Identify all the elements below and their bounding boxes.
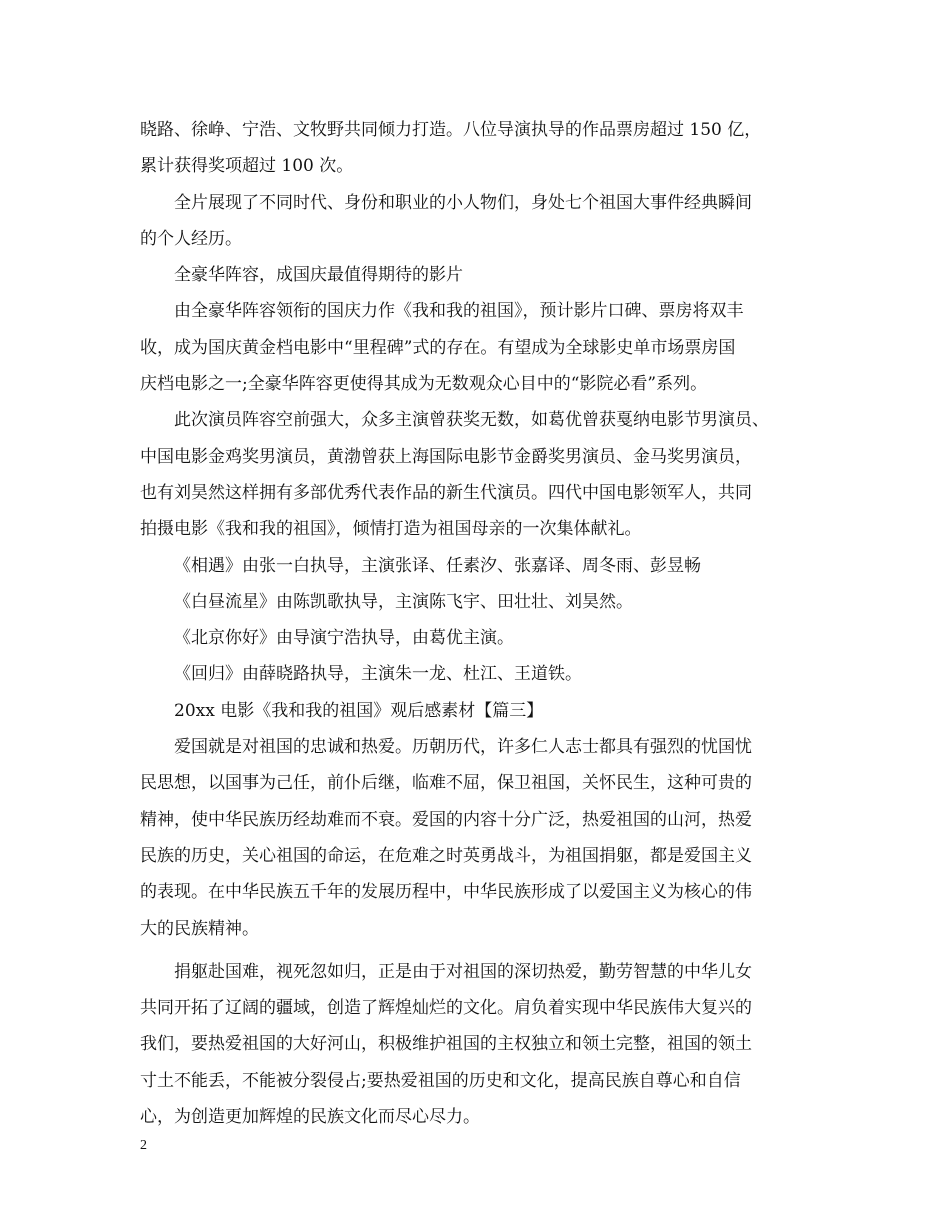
text-line: 收，成为国庆黄金档电影中“里程碑”式的存在。有望成为全球影史单市场票房国 — [140, 337, 736, 358]
section-heading: 20xx 电影《我和我的祖国》观后感素材【篇三】 — [174, 700, 544, 721]
text-line: 共同开拓了辽阔的疆域，创造了辉煌灿烂的文化。肩负着实现中华民族伟大复兴的 — [140, 998, 752, 1019]
text-line: 大的民族精神。 — [140, 918, 259, 939]
paragraph-start-line: 此次演员阵容空前强大，众多主演曾获奖无数，如葛优曾获戛纳电影节男演员、 — [174, 410, 769, 431]
text-line: 心，为创造更加辉煌的民族文化而尽心尽力。 — [140, 1107, 480, 1128]
section-heading: 全豪华阵容，成国庆最值得期待的影片 — [174, 265, 463, 286]
paragraph-start-line: 爱国就是对祖国的忠诚和热爱。历朝历代，许多仁人志士都具有强烈的忧国忧 — [174, 737, 752, 758]
text-line: 中国电影金鸡奖男演员，黄渤曾获上海国际电影节金爵奖男演员、金马奖男演员， — [140, 446, 752, 467]
film-item: 《相遇》由张一白执导，主演张译、任素汐、张嘉译、周冬雨、彭昱畅 — [174, 555, 701, 576]
paragraph-start-line: 捐躯赴国难，视死忽如归，正是由于对祖国的深切热爱，勤劳智慧的中华儿女 — [174, 961, 752, 982]
film-item: 《回归》由薛晓路执导，主演朱一龙、杜江、王道铁。 — [174, 664, 582, 685]
document-body — [140, 112, 816, 1135]
text-line: 的个人经历。 — [140, 228, 242, 249]
page-number: 2 — [140, 1138, 147, 1153]
text-line: 也有刘昊然这样拥有多部优秀代表作品的新生代演员。四代中国电影领军人，共同 — [140, 482, 752, 503]
paragraph-start-line: 由全豪华阵容领衔的国庆力作《我和我的祖国》，预计影片口碑、票房将双丰 — [174, 301, 744, 322]
text-line: 拍摄电影《我和我的祖国》，倾情打造为祖国母亲的一次集体献礼。 — [140, 519, 642, 540]
film-item: 《北京你好》由导演宁浩执导，由葛优主演。 — [174, 628, 514, 649]
text-line: 民族的历史，关心祖国的命运，在危难之时英勇战斗，为祖国捐躯，都是爱国主义 — [140, 845, 752, 866]
paragraph-start-line: 全片展现了不同时代、身份和职业的小人物们，身处七个祖国大事件经典瞬间 — [174, 192, 752, 213]
film-item: 《白昼流星》由陈凯歌执导，主演陈飞宇、田壮壮、刘昊然。 — [174, 591, 633, 612]
text-line: 我们，要热爱祖国的大好河山，积极维护祖国的主权独立和领土完整，祖国的领土 — [140, 1034, 752, 1055]
paragraph-gap — [140, 947, 816, 954]
text-line: 累计获得奖项超过 100 次。 — [140, 156, 354, 177]
text-line: 的表现。在中华民族五千年的发展历程中，中华民族形成了以爱国主义为核心的伟 — [140, 882, 752, 903]
text-line: 民思想，以国事为己任，前仆后继，临难不屈，保卫祖国，关怀民生，这种可贵的 — [140, 773, 752, 794]
text-line: 寸土不能丢，不能被分裂侵占;要热爱祖国的历史和文化，提高民族自尊心和自信 — [140, 1070, 741, 1091]
text-line: 精神，使中华民族历经劫难而不衰。爱国的内容十分广泛，热爱祖国的山河，热爱 — [140, 809, 752, 830]
text-line: 庆档电影之一;全豪华阵容更使得其成为无数观众心目中的“影院必看”系列。 — [140, 374, 708, 395]
text-line: 晓路、徐峥、宁浩、文牧野共同倾力打造。八位导演执导的作品票房超过 150 亿， — [140, 120, 762, 140]
